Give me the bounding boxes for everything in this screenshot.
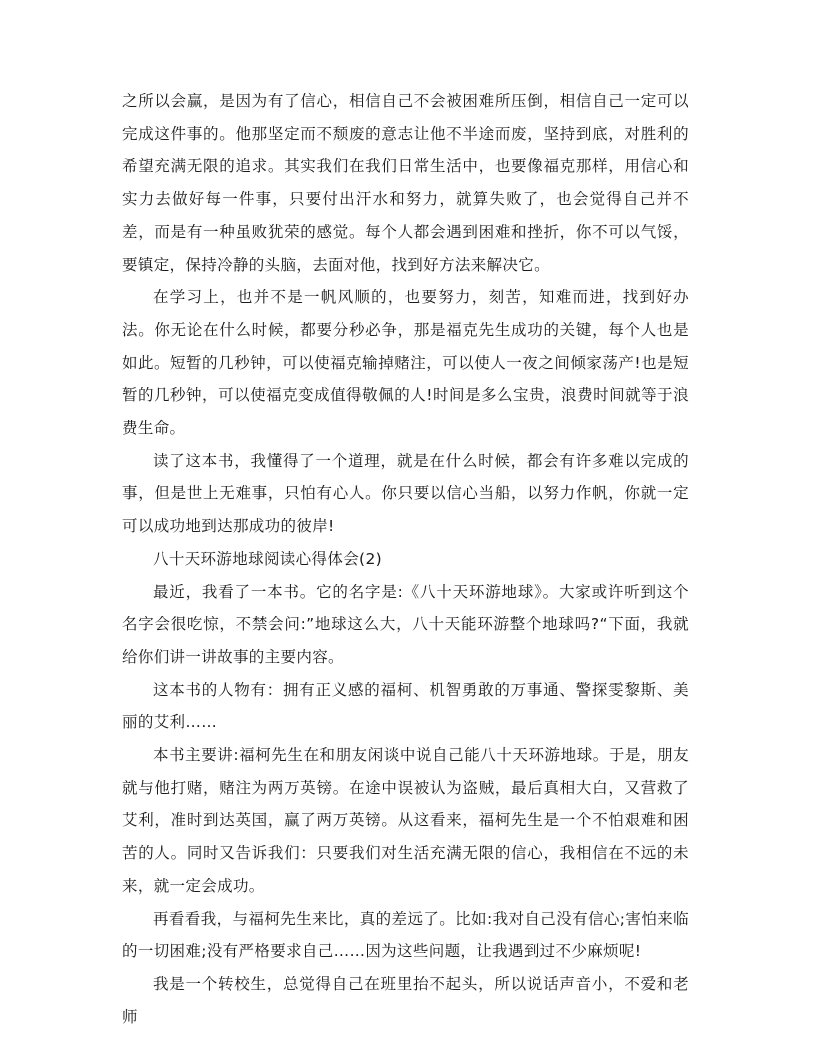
paragraph-study: 在学习上，也并不是一帆风顺的，也要努力，刻苦，知难而进，找到好办法。你无论在什么时候，都要分秒必争，那是福克先生成功的关键，每个人也是如此。短暂的几秒钟，可以使福克输掉赌注，可以使人一夜之间倾家荡产!也是短暂的几秒钟，可以使福克变成值得敬佩的人!时间是多么宝贵，浪费时间就等于浪费生命。 [122,288,689,438]
paragraph-transfer-student: 我是一个转校生，总觉得自己在班里抬不起头，所以说话声音小，不爱和老师 [122,974,689,1026]
paragraph-reflection: 再看看我，与福柯先生来比，真的差远了。比如:我对自己没有信心;害怕来临的一切困难;没有严格要求自己……因为这些问题，让我遇到过不少麻烦呢! [122,909,689,961]
paragraph-summary: 本书主要讲:福柯先生在和朋友闲谈中说自己能八十天环游地球。于是，朋友就与他打赌，赌注为两万英镑。在途中误被认为盗贼，最后真相大白，又营救了艾利，准时到达英国，赢了两万英镑。从这看来，福柯先生是一个不怕艰难和困苦的人。同时又告诉我们：只要我们对生活充满无限的信心，我相信在不远的未来，就一定会成功。 [122,746,689,895]
paragraph-continuation: 之所以会赢，是因为有了信心，相信自己不会被困难所压倒，相信自己一定可以完成这件事的。他那坚定而不颓废的意志让他不半途而废，坚持到底，对胜利的希望充满无限的追求。其实我们在我们日常生活中，也要像福克那样，用信心和实力去做好每一件事，只要付出汗水和努力，就算失败了，也会觉得自己并不差，而是有一种虽败犹荣的感觉。每个人都会遇到困难和挫折，你不可以气馁，要镇定，保持冷静的头脑，去面对他，找到好方法来解决它。 [122,92,689,274]
section-heading: 八十天环游地球阅读心得体会(2) [153,549,383,568]
document-body [122,85,689,1033]
paragraph-intro: 最近，我看了一本书。它的名字是:《八十天环游地球》。大家或许听到这个名字会很吃惊，不禁会问:”地球这么大，八十天能环游整个地球吗?“下面，我就给你们讲一讲故事的主要内容。 [122,582,689,666]
paragraph-lesson: 读了这本书，我懂得了一个道理，就是在什么时候，都会有许多难以完成的事，但是世上无难事，只怕有心人。你只要以信心当船，以努力作帆，你就一定可以成功地到达那成功的彼岸! [122,451,689,536]
paragraph-characters: 这本书的人物有：拥有正义感的福柯、机智勇敢的万事通、警探雯黎斯、美丽的艾利…… [122,680,689,732]
